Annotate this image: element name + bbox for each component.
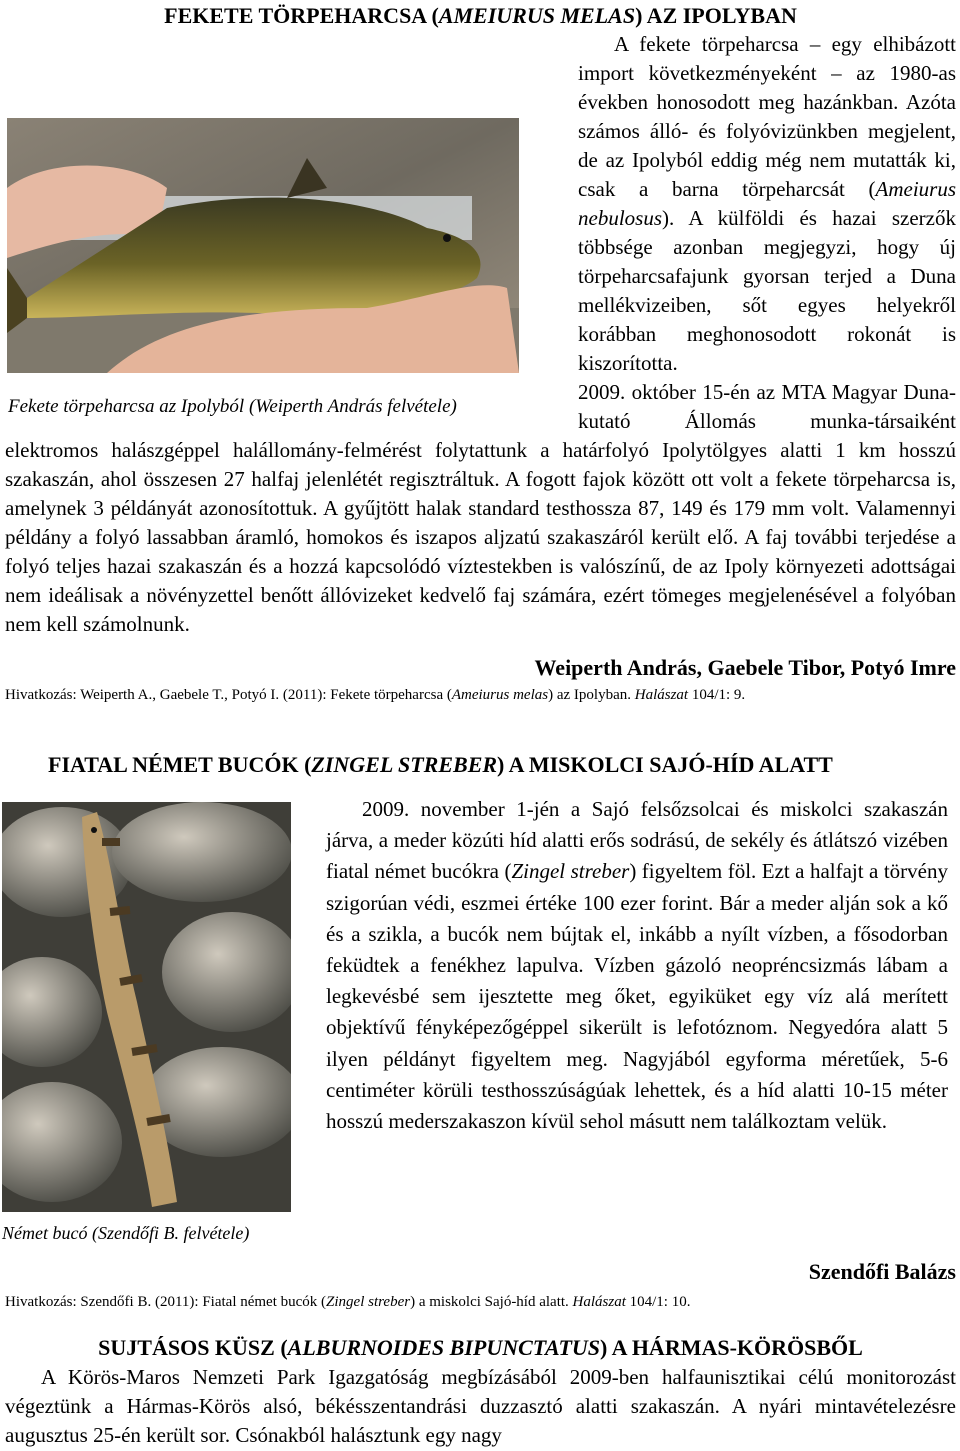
- article-catfish: [5, 3, 956, 705]
- article-author: Szendőfi Balázs: [808, 1259, 956, 1284]
- article-title: FIATAL NÉMET BUCÓK (ZINGEL STREBER) A MISKOLCI SAJÓ-HÍD ALATT: [48, 752, 833, 777]
- streber-photo: [2, 802, 291, 1212]
- article-alburnoides: [5, 1335, 956, 1450]
- catfish-photo: [7, 118, 519, 373]
- article-body: 2009. november 1-jén a Sajó felsőzsolcai és miskolci szakaszán járva, a meder közúti híd alatti erős sodrású, de sekély és átlátszó vizében fiatal német bucókra (Zingel streber) figyeltem föl. Ezt a halfajt a törvény szigorúan védi, eszmei értéke 100 ezer forint. Bár a meder alján sok a kő és a szikla, a bucók nem bújtak el, inkább a nyílt vízben, a fősodorban feküdtek a fenékhez lapulva. Vízben gázoló neopréncsizmás lábam a legkevésbé sem ijesztette meg őket, egyiküket egy víz alá merített objektívű fényképezőgéppel sikerült is lefotóznom. Negyedóra alatt 5 ilyen példányt figyeltem meg. Nagyjából egyforma méretűek, 5-6 centiméter körüli testhosszúságúak lehettek, és a híd alatti 10-15 méter hosszú mederszakaszon kívül sehol másutt nem találkoztam velük.: [326, 797, 948, 1134]
- article-reference: Hivatkozás: Weiperth A., Gaebele T., Potyó I. (2011): Fekete törpeharcsa (Ameiurus melas) az Ipolyban. Halászat 104/1: 9.: [5, 687, 746, 703]
- figure-caption: Német bucó (Szendőfi B. felvétele): [2, 1223, 250, 1243]
- article-title: SUJTÁSOS KÜSZ (ALBURNOIDES BIPUNCTATUS) A HÁRMAS-KÖRÖSBŐL: [98, 1335, 863, 1360]
- figure-catfish: [0, 30, 578, 419]
- article-streber: [0, 752, 956, 1312]
- article-authors: Weiperth András, Gaebele Tibor, Potyó Imre: [534, 655, 956, 680]
- figure-caption: Fekete törpeharcsa az Ipolyból (Weiperth András felvétele): [8, 396, 457, 417]
- article-body: A Körös-Maros Nemzeti Park Igazgatóság megbízásából 2009-ben halfaunisztikai célú monitorozást végeztünk a Hármas-Körös alsó, békésszentandrási duzzasztó alatti szakaszán. A nyári mintavételezésre augusztus 25-én került sor. Csónakból halásztunk egy nagy: [5, 1365, 956, 1447]
- article-body: Fekete törpeharcsa az Ipolyból (Weiperth András felvétele) A fekete törpeharcsa – egy elhibázott import következményeként – az 1980-as években honosodott meg hazánkban. Azóta számos álló- és folyóvizünkben megjelent, de az Ipolyból eddig még nem mutatták ki, csak a barna törpeharcsát (Ameiurus nebulosus). A külföldi és hazai szerzők többsége azonban megjegyzi, hogy új törpeharcsafajunk gyorsan terjed a Duna mellékvizeiben, sőt egyes helyekről korábban meghonosodott rokonát is kiszorította. 2009. október 15-én az MTA Magyar Duna-kutató Állomás munka-társaiként elektromos halászgéppel halállomány-felmérést folytattunk a határfolyó Ipolytölgyes alatti 1 km hosszú szakaszán, ahol összesen 27 halfaj jelenlétét regisztráltuk. A fogott fajok között ott volt a fekete törpeharcsa is, amelynek 3 példányát azonosítottuk. A gyűjtött halak standard testhossza 87, 149 és 179 mm volt. Valamennyi példány a folyó lassabban áramló, homokos és iszapos aljzatú szakaszáról került elő. A faj további terjedése a folyó teljes hazai szakaszán és a hozzá kapcsolódó víztestekben is valószínű, de az Ipoly környezeti adottságai nem ideálisak a növényzettel benőtt állóvizeket kedvelő faj számára, ezért tömeges megjelenésével a folyóban nem kell számolnunk.: [5, 30, 956, 639]
- paragraph-2: 2009. október 15-én az MTA Magyar Duna-kutató Állomás munka-társaiként elektromos halászgéppel halállomány-felmérést folytattunk a határfolyó Ipolytölgyes alatti 1 km hosszú szakaszán, ahol összesen 27 halfaj jelenlétét regisztráltuk. A fogott fajok között ott volt a fekete törpeharcsa is, amelynek 3 példányát azonosítottuk. A gyűjtött halak standard testhossza 87, 149 és 179 mm volt. Valamennyi példány a folyó lassabban áramló, homokos és iszapos aljzatú szakaszáról került elő. A faj további terjedése a folyó teljes hazai szakaszán és a hozzá kapcsolódó víztestekben is valószínű, de az Ipoly környezeti adottságai nem ideálisak a növényzettel benőtt állóvizeket kedvelő faj számára, ezért tömeges megjelenésével a folyóban nem kell számolnunk.: [5, 380, 956, 636]
- article-reference: Hivatkozás: Szendőfi B. (2011): Fiatal német bucók (Zingel streber) a miskolci Sajó-híd alatt. Halászat 104/1: 10.: [5, 1294, 691, 1310]
- figure-streber: [2, 802, 302, 1245]
- article-title: FEKETE TÖRPEHARCSA (AMEIURUS MELAS) AZ IPOLYBAN: [164, 3, 797, 28]
